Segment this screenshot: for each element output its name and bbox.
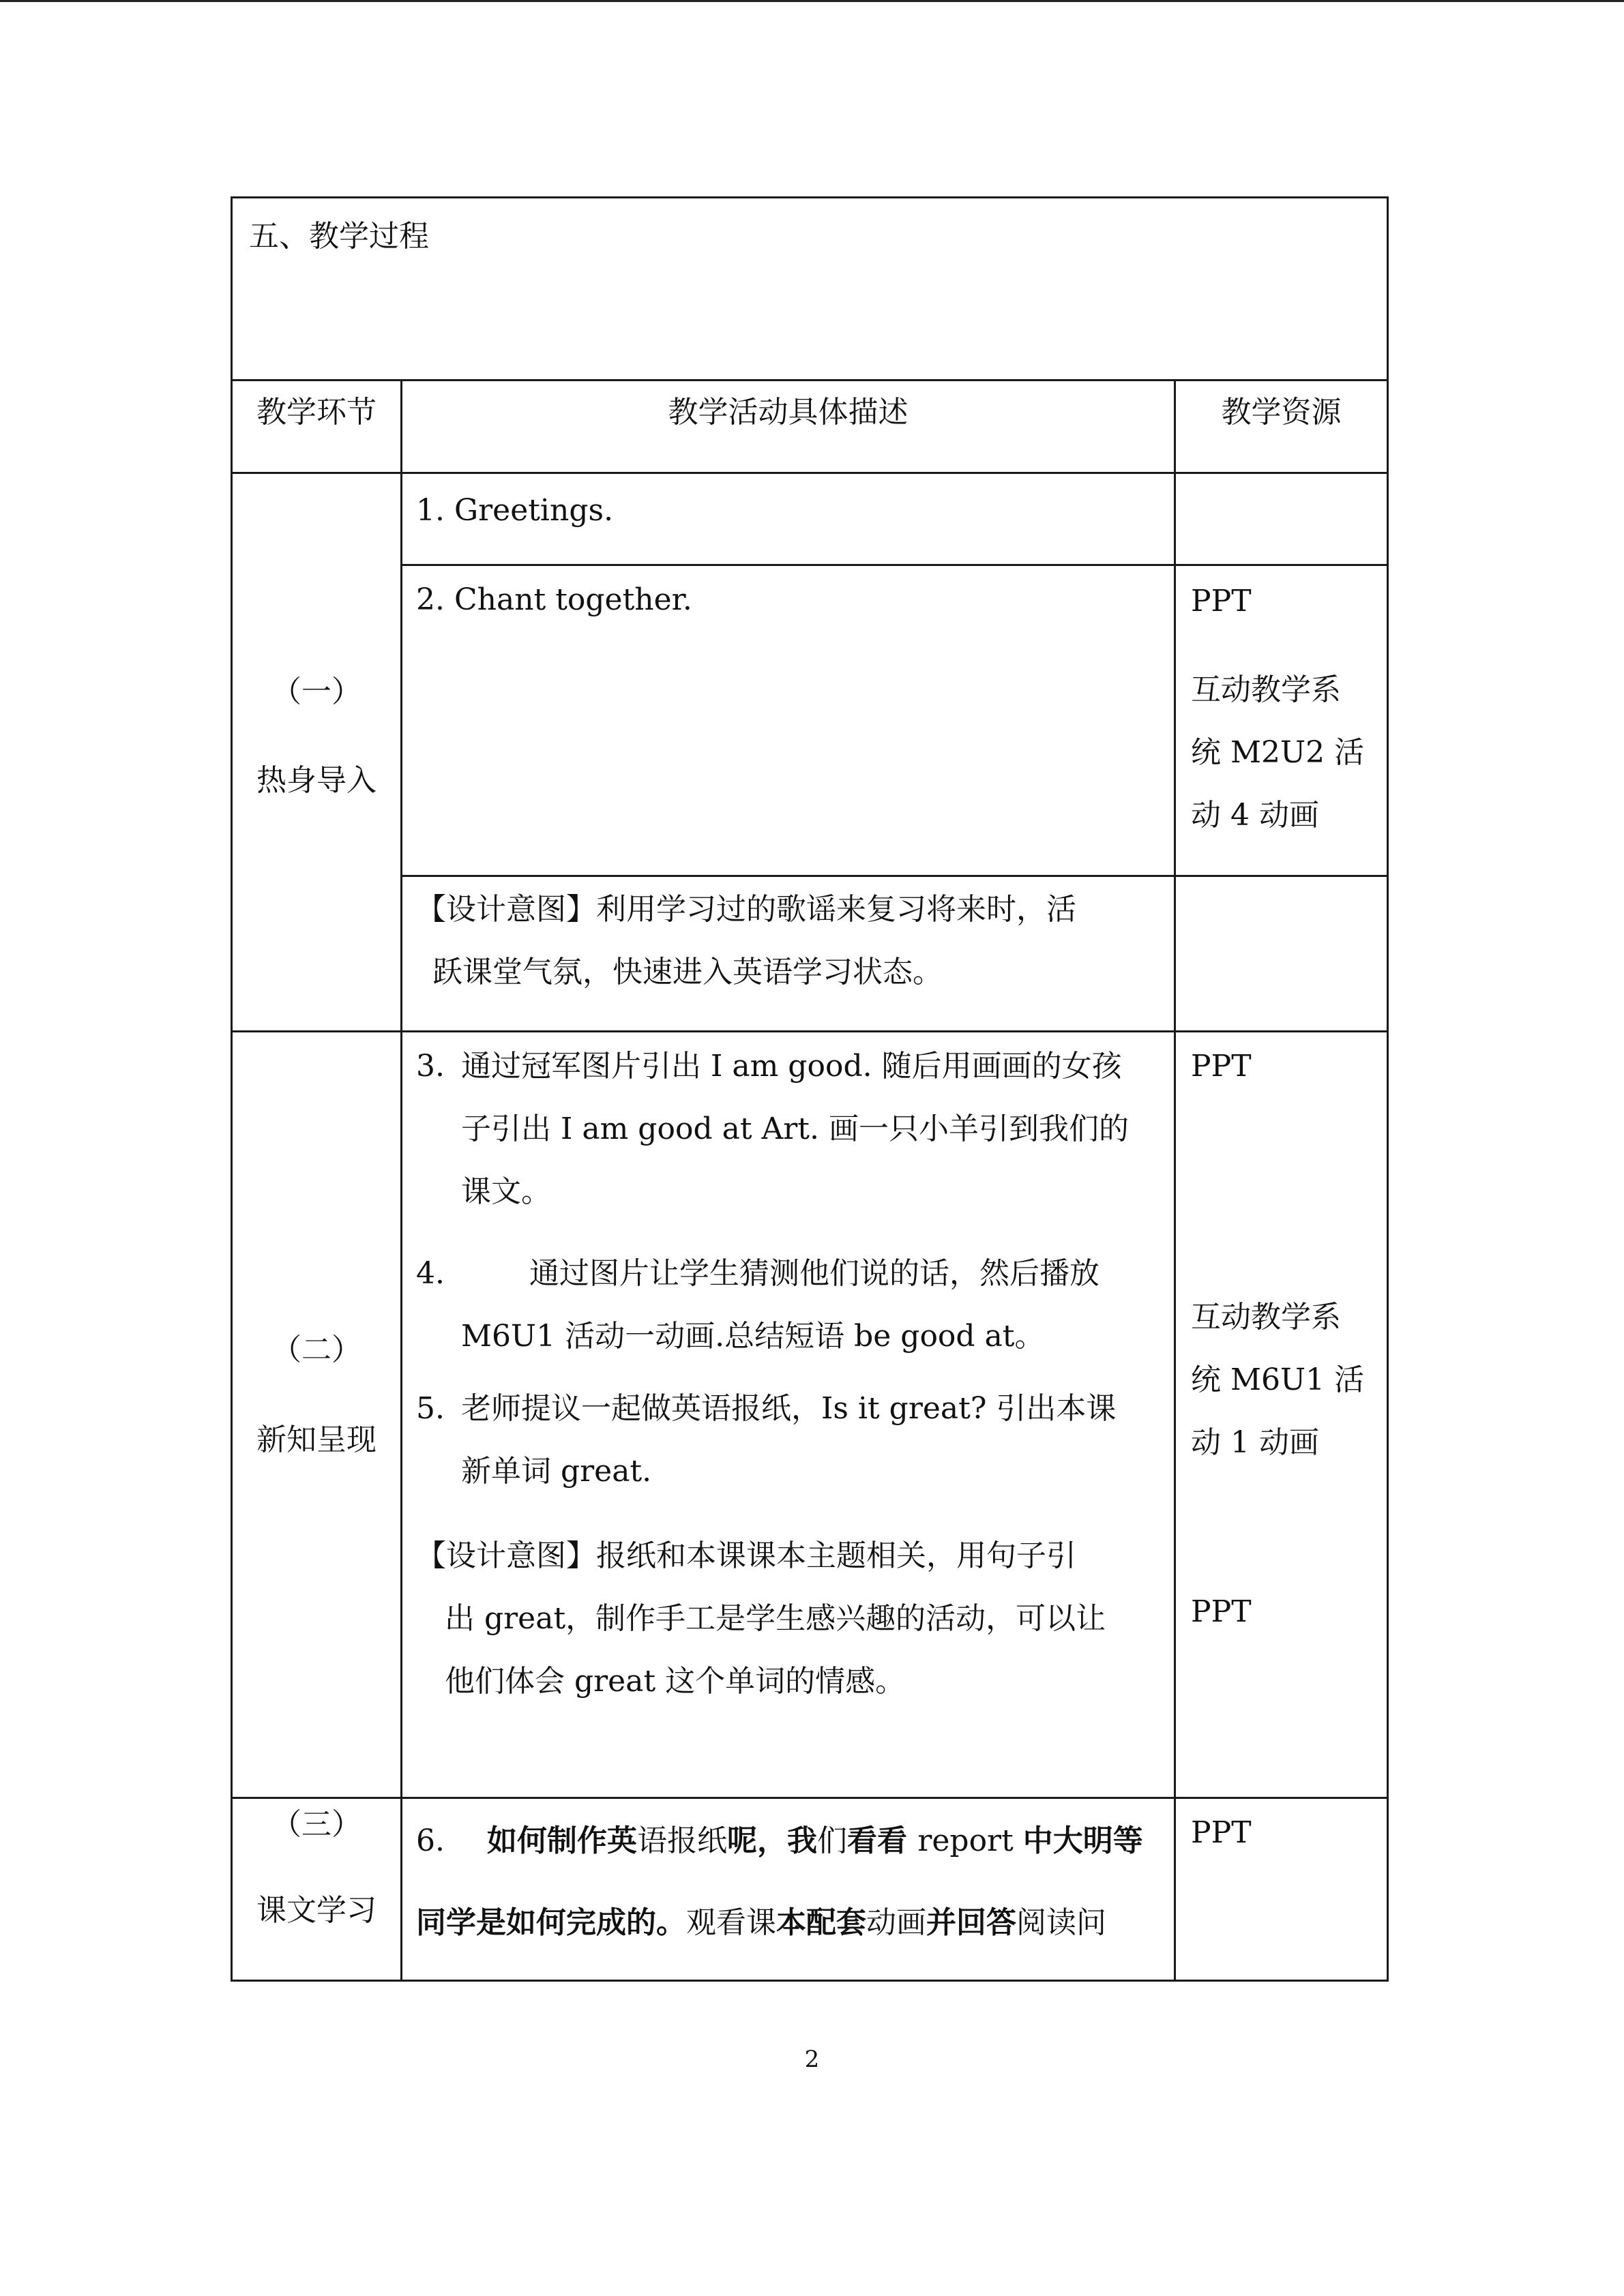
section-title: 五、教学过程: [249, 219, 429, 254]
stage3-label-cell: [232, 1798, 402, 1981]
resource-line: 动 1 动画: [1191, 1425, 1319, 1460]
activity-item-4-line: M6U1 活动一动画.总结短语 be good at。: [461, 1319, 1045, 1354]
resource-line: 统 M6U1 活: [1191, 1362, 1365, 1397]
design-intent-line: 【设计意图】利用学习过的歌谣来复习将来时，活: [416, 892, 1076, 927]
activity-item-4: 4. 通过图片让学生猜测他们说的话，然后播放: [416, 1256, 1099, 1291]
stage2-label-cell: [232, 1032, 402, 1798]
activity-item-5: 5. 老师提议一起做英语报纸，Is it great? 引出本课 新单词 great.: [416, 1391, 1117, 1489]
header-stage: 教学环节: [256, 395, 377, 430]
resource-line: 动 4 动画: [1191, 798, 1319, 833]
design-intent-line: 跃课堂气氛，快速进入英语学习状态。: [432, 955, 943, 989]
stage1-row-chant: [232, 565, 1388, 876]
activity-item-6-line2: 同学是如何完成的。观看课本配套动画并回答阅读问: [416, 1905, 1106, 1940]
header-resource: 教学资源: [1221, 395, 1342, 430]
stage1-resource-cell: [1175, 565, 1388, 876]
stage2-activity-cell: [402, 1032, 1175, 1798]
activity-chant: 2. Chant together.: [416, 582, 692, 617]
resource-line: 互动教学系: [1191, 1300, 1341, 1335]
stage2-name: 新知呈现: [256, 1422, 377, 1457]
stage1-row-intent: [232, 876, 1388, 1032]
header-activity: 教学活动具体描述: [668, 395, 909, 430]
stage2-design-intent: 【设计意图】报纸和本课课本主题相关，用句子引 出 great，制作手工是学生感兴趣的活动，可以让 他们体会 great 这个单词的情感。: [416, 1538, 1106, 1699]
stage3-activity-cell: [402, 1798, 1175, 1981]
stage2-number: （二）: [271, 1332, 361, 1367]
stage3-resource-cell: [1175, 1798, 1388, 1981]
stage1-intent-cell: [402, 876, 1175, 1032]
teaching-process-table: [231, 196, 1389, 1982]
stage1-name: 热身导入: [256, 763, 377, 798]
resource-line: 互动教学系: [1191, 672, 1341, 707]
page-number: 2: [804, 2046, 820, 2073]
stage1-row-greetings: [232, 473, 1388, 565]
resource-line: 统 M2U2 活: [1191, 735, 1365, 770]
resource-ppt: PPT: [1191, 1049, 1252, 1084]
activity-greetings: 1. Greetings.: [416, 493, 614, 528]
section-title-row: [232, 198, 1388, 381]
stage3-name: 课文学习: [256, 1893, 377, 1928]
resource-ppt: PPT: [1191, 1815, 1252, 1850]
top-border-line: [0, 0, 1624, 2]
stage2-row: [232, 1032, 1388, 1798]
stage3-row: [232, 1798, 1388, 1981]
activity-item-3: 3. 通过冠军图片引出 I am good. 随后用画画的女孩 子引出 I am good at Art. 画一只小羊引到我们的 课文。: [416, 1049, 1129, 1209]
stage3-number: （三）: [271, 1807, 361, 1842]
stage2-resource-cell: [1175, 1032, 1388, 1798]
stage1-number: （一）: [271, 674, 361, 709]
resource-ppt: PPT: [1191, 1594, 1252, 1629]
stage1-label-cell: [232, 473, 402, 1032]
header-row: [232, 381, 1388, 473]
resource-ppt: PPT: [1191, 584, 1252, 618]
activity-item-6-line1: 6. 如何制作英语报纸呢，我们看看 report 中大明等: [416, 1823, 1143, 1858]
